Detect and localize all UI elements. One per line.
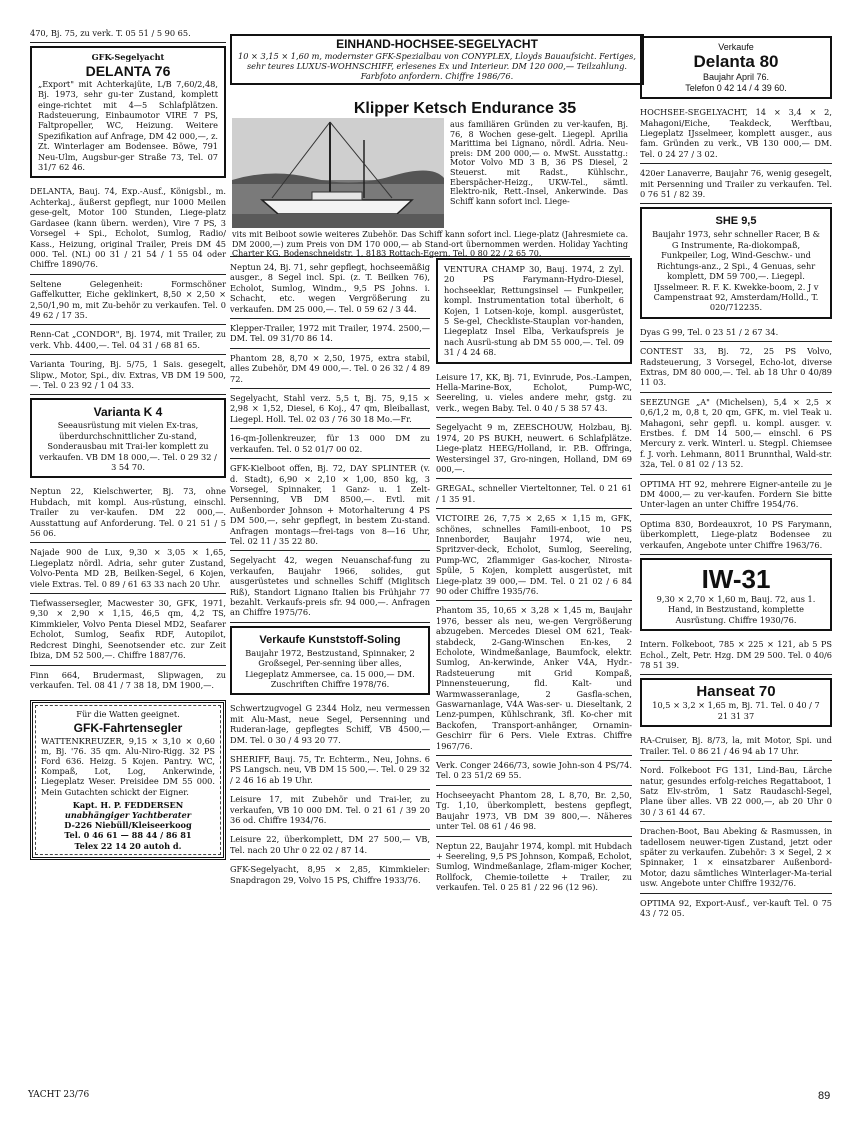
ad-box-body: VENTURA CHAMP 30, Bauj. 1974, 2 Zyl. 20 PS Farymann-Hydro-Diesel, hochseeklar, Rettungsinsel — Funkpeiler, kompl. Instrumentation total überholt, 6 Kojen, 1 Lotsen-koje, kompl. ausgerüstet, 5 Se-gel, Checkliste-Stauplan vor-handen, Liegeplatz Insel Elba, Verkaufspreis je nach Ausrü-stung ab DM 55 000,—. Tel. 09 31 / 4 24 68. [444,264,624,358]
ad-box-title: GFK-Fahrtensegler [73,720,183,735]
ad-box-subtitle: GFK-Segelyacht [91,52,165,63]
column-4 [640,36,832,922]
classified-ad: Tiefwassersegler, Macwester 30, GFK, 1971, 9,30 × 2,90 × 1,15, 46,5 qm, 4,2 TS, Kimmkieler, Volvo Penta Diesel MD2, Seafarer Echolot, Sumlog, Seafix RDF, Autopilot, Redcrest Dinghi, Seenotsender etc. zur Zeit Ibiza, DM 52 500,—. Chiffre 1887/76. [30,594,226,665]
column-3 [436,258,632,897]
ad-box-body: „Export" mit Achterkajüte, L/B 7,60/2,48, Bj. 1973, sehr gu-ter Zustand, komplett einge-richtet mit 4—5 Schlafplätzen. Radsteuerung, Einbaumotor VIRE 7 PS, Faltpropeller, WC, Heizung. Weitere Spezifikation auf Anfrage, DM 42 000,—, z. Zt. Winterlager am Bodensee. Böwe, 791 Neu-Ulm, Augsbur-ger Straße 73, Tel. 07 31/7 62 46. [38,78,218,173]
classified-ad: Schwertzugvogel G 2344 Holz, neu vermessen mit Alu-Mast, neue Segel, Persenning und Ruderan-lage, gepflegtes Schiff, VB 4500,— DM. Tel. 0 30 / 4 93 20 77. [230,699,430,750]
ad-box-body: 10,5 × 3,2 × 1,65 m, Bj. 71. Tel. 0 40 / 7 21 31 37 [652,700,820,721]
ad-box-title: DELANTA 76 [85,62,171,79]
ad-box-she [640,207,832,318]
classified-ad: 420er Lanaverre, Baujahr 76, wenig gesegelt, mit Persenning und Trailer zu verkaufen. Tel. 0 76 51 / 82 39. [640,164,832,204]
ad-body: aus familiären Gründen zu ver-kaufen, Bj. 76, 8 Wochen gese-gelt. Liegepl. Aprilia Marittima bei Lignano, nördl. Adria. Neu-preis: DM 200 000,— o. MwSt. Ausstattg.: Motor Volvo MD 3 B, 36 PS Diesel, 2 Steuerst. mit Radst., Kühlschr., Eberspächer-Heizg., UKW-Tel., sämtl. Elektro-nik, Rett.-Insel, Ankerwinde. Das Schiff kann sofort incl. Liege- [450,120,628,206]
ad-box-delanta-80 [640,36,832,99]
classified-ad: Seltene Gelegenheit: Formschöner Gaffelkutter, Eiche geklinkert, 8,50 × 2,50 × 2,50/1,90 m, mit Zu-behör zu verkaufen. Tel. 0 49 62 / 17 35. [30,275,226,326]
classified-ad: Neptun 22, Baujahr 1974, kompl. mit Hubdach + Seereling, 9,5 PS Johnson, Kompaß, Echolot, Sumlog, Windmeßanlage, 2flam-miger Kocher, Rollfock, Chemie-toilette + Trailer, zu verkaufen. Tel. 0 25 81 / 22 96 (12 96). [436,840,632,893]
ad-box-body: 10 × 3,15 × 1,60 m, modernster GFK-Spezialbau von CONYPLEX, Lloyds Bauaufsicht. Fertiges, sehr teures LUXUS-WOHNSCHIFF, erlesenes Ex und Interieur. DM 120 000,— Teilzahlung. Farbfoto anfordern. Chiffre 1986/76. [238,51,636,81]
classified-ad: OPTIMA 92, Export-Ausf., ver-kauft Tel. 0 75 43 / 72 05. [640,897,832,918]
ad-title: Klipper Ketsch Endurance 35 [353,100,577,117]
classified-ad: Segelyacht 42, wegen Neuanschaf-fung zu verkaufen, Baujahr 1966, solides, gut ausgerüstetes und schnelles Schiff (Miglitsch Riß), Standort Lignano Italien bis Frühjahr 77 bezahlt. Verkaufs-preis sfr. 94 000,—. Anfragen an Chiffre 1975/76. [230,551,430,622]
ad-box-contact: Kapt. H. P. FEDDERSEN [72,799,184,810]
classified-ad: Neptun 24, Bj. 71, sehr gepflegt, hochseemäßig ausger., 8 Segel incl. Spi. (z. T. Beilken 76), Echolot, Sumlog, Windm., 9,5 PS Johns. i. Schacht, etc. wegen Vergrößerung zu verkaufen. DM 25 000,—. Tel. 0 59 62 / 3 44. [230,258,430,319]
ad-body-continued: vits mit Beiboot sowie weiteres Zubehör. Das Schiff kann sofort incl. Liege-platz (Jahresmiete ca. DM 2000,—) zum Preis von DM 170 000,— ab Stand-ort übernommen werden. Holiday Yachting Charter KG, Bodenschneidstr. 1, 8183 Rottach-Egern, Tel. 0 80 22 / 2 65 70. [232,230,628,259]
column-1 [30,24,226,860]
column-2 [230,258,430,889]
classified-ad: HOCHSEE-SEGELYACHT, 14 × 3,4 × 2, Mahagoni/Eiche, Teakdeck, Werftbau, Liegeplatz IJsselmeer, komplett ausger., aus fam. Gründen zu verk., VB 130 000,— DM. Tel. 0 24 27 / 3 02. [640,103,832,164]
classified-ad: CONTEST 33, Bj. 72, 25 PS Volvo, Radsteuerung, 3 Vorsegel, Echo-lot, diverse Extras, DM 80 000,—. Tel. ab 18 Uhr 0 40/89 11 03. [640,342,832,393]
classified-ad: Klepper-Trailer, 1972 mit Trailer, 1974. 2500,— DM. Tel. 09 31/70 86 14. [230,319,430,349]
ad-box-title: SHE 9,5 [715,215,757,228]
classified-ad: OPTIMA HT 92, mehrere Eigner-anteile zu je DM 4000,— zu ver-kaufen. Fordern Sie bitte Unter-lagen an unter Chiffre 1954/76. [640,475,832,515]
classified-ad: Intern. Folkeboot, 785 × 225 × 121, ab 5 PS Echol., Zelt, Petr. Hzg. DM 29 500. Tel. 0 40/6 78 51 39. [640,635,832,675]
ad-box-contact: unabhängiger Yachtberater [64,809,192,820]
ad-box-subtitle: Baujahr April 76. [702,72,770,83]
ad-box-contact: Telex 22 14 20 autoh d. [74,840,182,851]
ad-box-fahrtensegler [30,700,226,859]
classified-ad: Segelyacht 9 m, ZEESCHOUW, Holzbau, Bj. 1974, 20 PS BUKH, neuwert. 6 Schlafplätze. Liege-platz HEEG/Holland, ir. P.B. Offringa, Westersingel 37, Gro-ningen, Holland, DM 69 000,—. [436,418,632,479]
classified-ad: Drachen-Boot, Bau Abeking & Rasmussen, in tadellosem neuwer-tigen Zustand, jetzt oder später zu verkaufen. Zubehör: 3 × Segel, 2 × Spinnaker, 1 × einsatzbarer Außenbord-Motor, dazu sämtliches Winterlager-Ma-terial usw. Angebote unter Chiffre 1932/76. [640,822,832,893]
classified-ad: 16-qm-Jollenkreuzer, für 13 000 DM zu verkaufen. Tel. 0 52 01/7 00 02. [230,429,430,459]
classified-ad: Optima 830, Bordeauxrot, 10 PS Farymann, überkomplett, Liege-platz Bodensee zu verkaufen, Angebote unter Chiffre 1963/76. [640,515,832,555]
ad-box-body: Baujahr 1972, Bestzustand, Spinnaker, 2 Großsegel, Per-senning über alles, Liegeplatz Ammersee, ca. 15 000,— DM. Zuschriften Chiffre 1978/76. [245,647,415,689]
classified-ad: RA-Cruiser, Bj. 8/73, la, mit Motor, Spi. und Trailer. Tel. 0 86 21 / 46 94 ab 17 Uhr. [640,731,832,761]
classified-ad: Dyas G 99, Tel. 0 23 51 / 2 67 34. [640,323,832,342]
classified-ad: Finn 664, Brudermast, Slipwagen, zu verkaufen. Tel. 08 41 / 7 38 18, DM 1900,—. [30,669,226,690]
ad-box-iw31 [640,558,832,631]
ad-box-soling [230,626,430,696]
ad-box-varianta-k4 [30,398,226,478]
ad-box-pretitle: Für die Watten geeignet. [76,709,180,720]
ad-box-title: Delanta 80 [693,52,779,72]
classified-ad: Segelyacht, Stahl verz. 5,5 t, Bj. 75, 9,15 × 2,98 × 1,52, Diesel, 6 Koj., 47 qm, Bleiballast, Liegepl. Holl. Tel. 02 03 / 76 30 18 Mo.—Fr. [230,389,430,429]
classified-ad: DELANTA, Bauj. 74, Exp.-Ausf., Königsbl., m. Achterkaj., äußerst gepflegt, nur 1000 Meilen gese-gelt, Motor 100 Stunden, Liege-platz Gardasee (kann übern. werden), Vire 7 PS, 3 Vorsegel + Spi., Echolot, Sumlog, Radio/ Kass., Heizung, original Trailer, Preis DM 45 000. Tel. (NL) 00 31 / 21 54 / 1 55 04 oder Chiffre 1890/76. [30,182,226,274]
yacht-illustration [232,118,444,228]
ad-box-title: Verkaufe Kunststoff-Soling [259,633,401,646]
classified-ad: Leisure 22, überkomplett, DM 27 500,— VB, Tel. nach 20 Uhr 0 22 02 / 87 14. [230,830,430,860]
ad-box-ventura [436,258,632,364]
ad-box-title: Varianta K 4 [93,405,163,420]
classified-ad: Renn-Cat „CONDOR", Bj. 1974, mit Trailer, zu verk. Vhb. 4400,—. Tel. 04 31 / 68 81 65. [30,325,226,355]
ad-box-body: Seeausrüstung mit vielen Ex-tras, überdurchschnittlicher Zu-stand, Sonderausbau mit Trai-ler komplett zu verkaufen. VB DM 18 000,—. Tel. 0 29 32 / 3 54 70. [39,420,217,472]
classified-ad: Hochseeyacht Phantom 28, L 8,70, Br. 2,50, Tg. 1,10, überkomplett, bestens gepflegt, Baujahr 1973, VB DM 39 800,—. Näheres unter Tel. 08 61 / 46 98. [436,786,632,837]
classified-ad: Phantom 28, 8,70 × 2,50, 1975, extra stabil, alles Zubehör, DM 49 000,—. Tel. 0 26 32 / 4 89 72. [230,349,430,389]
ad-box-contact: Tel. 0 46 61 — 88 44 / 86 81 [64,830,192,841]
magazine-issue: YACHT 23/76 [28,1090,90,1100]
classified-ad: 470, Bj. 75, zu verk. T. 05 51 / 5 90 65. [30,24,226,43]
classified-ad: Nord. Folkeboot FG 131, Lind-Bau, Lärche natur, gesundes erfolg-reiches Regattaboot, 1 Satz Elv-ström, 1 Satz Raudaschl-Segel, Plane über alles. VB 22 000,—, ab 20 Uhr 0 30 / 3 61 44 67. [640,761,832,822]
ad-box-contact: D-226 Niebüll/Kleiseerkoog [64,820,192,831]
classified-ad: Najade 900 de Lux, 9,30 × 3,05 × 1,65, Liegeplatz nördl. Adria, sehr guter Zustand, Volvo-Penta MD 2B, Beilken-Segel, 6 Kojen, viele Extras. Tel. 0 89 / 61 63 33 nach 20 Uhr. [30,543,226,594]
yacht-photo [232,118,444,228]
ad-box-body: Baujahr 1973, sehr schneller Racer, B & G Instrumente, Ra-diokompaß, Funkpeiler, Log, Wind-Geschw.- und Richtungs-anz., 2 Spi., 4 Genuas, sehr komplett, DM 59 700,—. Liegepl. IJsselmeer. R. F. K. Kwekke-boom, 2. J v Campenstraat 92, Amsterdam/Holld., T. 020/712235. [652,229,820,313]
classified-ad: Varianta Touring, Bj. 5/75, 1 Sais. gesegelt, Slipw., Motor, Spi., div. Extras, VB DM 19 500,—. Tel. 0 23 92 / 1 04 33. [30,355,226,395]
classified-ad: GFK-Segelyacht, 8,95 × 2,85, Kimmkieler: Snapdragon 29, Volvo 15 PS, Chiffre 1933/76. [230,864,430,885]
classified-ad: GREGAL, schneller Vierteltonner, Tel. 0 21 61 / 1 35 91. [436,479,632,509]
ad-box-body: 9,30 × 2,70 × 1,60 m, Bauj. 72, aus 1. Hand, in Bestzustand, komplette Ausrüstung. Chiffre 1930/76. [656,594,816,625]
ad-box-hanseat [640,678,832,727]
classified-ad: VICTOIRE 26, 7,75 × 2,65 × 1,15 m, GFK, schönes, schnelles Famili-enboot, 10 PS Innenborder, Baujahr 1974, wie neu, Spritzver-deck, Echolot, Sumlog, Seereling, Pump-WC, 2flammiger Gas-kocher, Nirosta-Spüle, 5 Kojen, komplett ausgerüstet, mit Liege-platz 39 000,— DM. Tel. 0 21 02 / 6 84 90 oder Chiffre 1935/76. [436,509,632,601]
ad-box-body: WATTENKREUZER, 9,15 × 3,10 × 0,60 m, Bj. '76. 35 qm. Alu-Niro-Rigg. 32 PS Ford 636. Heizg. 5 Kojen. Pantry. WC, Kompaß, Lot, Log, Ankerwinde, Liegeplatz Weser. Preisidee DM 55 000. Mein Gutachten schickt der Eigner. [41,735,215,797]
classified-ad: SHERIFF, Bauj. 75, Tr. Echterm., Neu, Johns. 6 PS Langsch. neu, VB DM 15 500,—. Tel. 0 29 32 / 2 46 16 ab 19 Uhr. [230,750,430,790]
classified-ad: Neptun 22, Kielschwerter, Bj. 73, ohne Hubdach, mit kompl. Aus-rüstung, einschl. Trailer zu ver-kaufen. DM 22 000,—. Ausstattung auf Anforderung. Tel. 0 21 51 / 5 56 06. [30,482,226,543]
classified-ad: Verk. Conger 2466/73, sowie John-son 4 PS/74. Tel. 0 23 51/2 69 55. [436,756,632,786]
classified-ad: Leisure 17, mit Zubehör und Trai-ler, zu verkaufen, VB 10 000 DM. Tel. 0 21 61 / 39 20 36 od. Chiffre 1934/76. [230,790,430,830]
ad-box-title: Hanseat 70 [696,683,776,701]
ad-box-title: EINHAND-HOCHSEE-SEGELYACHT [336,37,538,51]
page-number: 89 [818,1090,831,1102]
classified-ad: SEEZUNGE „A" (Michelsen), 5,4 × 2,5 × 0,6/1,2 m, 0,8 t, 20 qm, GFK, m. viel Teak u. Mahagoni, sehr gepfl. u. kompl. ausger. v. Erstbes. f. DM 14 500,— einschl. 6 PS Mercury z. verk. Winterl. u. Stegpl. Chiemsee f. J. vorh. Lehmann, 8011 Brunnthal, Wald-str. 32a, Tel. 0 81 02 / 13 52. [640,393,832,475]
ad-box-title: IW-31 [701,564,771,595]
ad-box-pretitle: Verkaufe [718,42,754,52]
ad-klipper-ketsch [230,100,630,257]
classified-ad: Phantom 35, 10,65 × 3,28 × 1,45 m, Baujahr 1976, besser als neu, we-gen Vergrößerung abzugeben. Mercedes Diesel OM 621, Teak-stabdeck, 2-Gang-Winschen En-kes, 2 Echolote, Windmeßanlage, Baumfock, elektr. Sumlog, An-kerwinde, Anker V4A, Hydr.-Radsteuerung mit Grid Kompaß, Pinnensteuerung, fld. Kalt- und Warmwasseranlage, 2 Gasfla-schen, Gaswarnanlage, V4A Was-ser- u. Dieseltank, 2 Lenz-pumpen, Kühlschrank, 3fl. Ko-cher mit Backofen, Transport-anhänger, Ornamin-Geschirr für 6 Pers. Viele Extras. Chiffre 1967/76. [436,601,632,756]
ad-box-einhand [230,34,644,85]
classified-ad: GFK-Kielboot offen, Bj. 72, DAY SPLINTER (v. d. Stadt), 6,90 × 2,10 × 1,00, 850 kg, 3 Vorsegel, Spinnaker, 1 Ganz- u. 1 Zelt-Persenning, VB DM 8500,—. Evtl. mit Außenborder Johnson + Motorhalterung 4 PS DM 500,—, sehr gepflegt, in bestem Zu-stand. Anfragen montags—frei-tags von 8—16 Uhr, Tel. 02 11 / 35 22 80. [230,459,430,551]
ad-box-delanta-76 [30,46,226,178]
ad-box-phone: Telefon 0 42 14 / 4 39 60. [685,82,787,93]
classified-ad: Leisure 17, KK, Bj. 71, Evinrude, Pos.-Lampen, Hella-Marine-Box, Echolot, Pump-WC, Seereling, u. vieles andere mehr, gstg. zu verk., wegen Baby. Tel. 0 40 / 5 38 57 43. [436,368,632,419]
